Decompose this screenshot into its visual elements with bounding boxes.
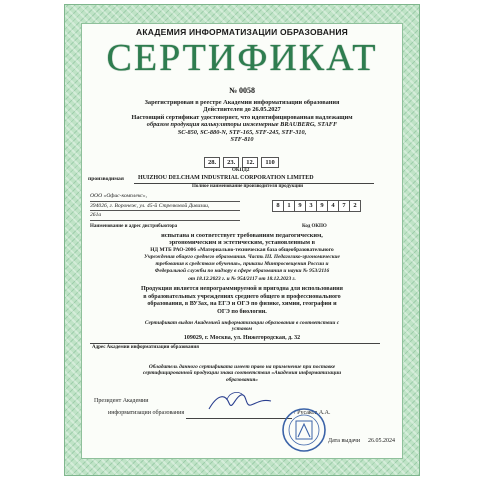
- holder-note-line: Обладатель данного сертификата имеет право на применение при поставке: [148, 364, 336, 370]
- issue-date: 26.05.2024: [368, 438, 395, 444]
- okpd-code-box: 12.: [242, 157, 258, 168]
- okpo-digit: 8: [272, 200, 284, 212]
- academy-address-caption: Адрес Академии информатизации образования: [92, 345, 199, 350]
- signature-icon: [205, 389, 275, 417]
- compliance-line: испытана и соответствует требованиям педагогическим,: [161, 232, 323, 239]
- holder-note: [92, 364, 392, 383]
- registered-text: Зарегистрирован в реестре Академии информатизации образования: [144, 99, 340, 106]
- okpo-label: Код ОКПО: [302, 224, 327, 229]
- statement-line: образом продукция калькуляторы инженерные BRAUBERG, STAFF: [146, 121, 338, 129]
- compliance-line: НД МТБ РАО-2006 «Материально-техническая база общеобразовательного: [150, 246, 334, 253]
- holder-note-line: образования»: [225, 376, 259, 383]
- okpd-code-boxes: [204, 157, 279, 168]
- academy-address: 109029, г. Москва, ул. Нижегородская, д. 32: [183, 335, 301, 341]
- distributor-caption: Наименование и адрес дистрибьютора: [90, 224, 178, 229]
- compliance-line: эргономическим и эстетическим, установленным в: [169, 239, 315, 247]
- statement-line: SC-850, SC-880-N, STF-165, STF-245, STF-310,: [177, 128, 307, 136]
- okpo-digit: 9: [316, 200, 328, 212]
- compliance-line: от 18.12.2023 г. и № 954/2117 от 18.12.2023 г.: [188, 275, 296, 282]
- okpo-digit: 9: [294, 200, 306, 212]
- issued-block: [92, 320, 392, 333]
- okpo-code-boxes: [272, 200, 360, 212]
- compliance-block: [92, 232, 392, 283]
- compliance-line: Учреждения общего среднего образования. Часть III. Педагогико-эргономические: [144, 253, 340, 260]
- president-title-2: информатизации образования: [108, 410, 185, 416]
- issued-line: Сертификат выдан Академией информатизации образования в соответствии с: [144, 320, 340, 326]
- okpd-code-box: 23.: [223, 157, 239, 168]
- certificate-title: СЕРТИФИКАТ: [106, 37, 378, 79]
- usage-line: ОГЭ по биологии.: [217, 308, 267, 315]
- producer-name: HUIZHOU DELCHAM INDUSTRIAL CORPORATION LIMITED: [138, 175, 314, 181]
- okpo-digit: 2: [349, 200, 361, 212]
- statement-line: Настоящий сертификат удостоверяет, что идентифицированная надлежащим: [131, 113, 353, 121]
- compliance-line: Федеральной службы по надзору в сфере образования и науки № 953/2116: [154, 268, 330, 275]
- issue-date-label: Дата выдачи: [328, 438, 361, 444]
- okpo-digit: 1: [283, 200, 295, 212]
- certificate-frame: [64, 4, 420, 476]
- distributor-line: 261а: [90, 211, 240, 221]
- signature-line: [186, 418, 292, 419]
- okpo-digit: 7: [338, 200, 350, 212]
- usage-line: Продукция является непрограммируемой и пригодна для использования: [141, 286, 343, 292]
- registration-block: [92, 99, 392, 143]
- president-name: / Русаков А.А.: [294, 410, 331, 416]
- usage-line: в образовательных учреждениях среднего общего и профессионального: [143, 293, 341, 300]
- statement-line: STF-810: [230, 136, 254, 144]
- usage-block: [92, 286, 392, 316]
- compliance-line: требования к средствам обучения», приказы Минпросвещения России и: [155, 261, 329, 268]
- academy-header: АКАДЕМИЯ ИНФОРМАТИЗАЦИИ ОБРАЗОВАНИЯ: [135, 27, 348, 37]
- academy-address-underline: [90, 343, 380, 344]
- valid-until-text: Действителен до 26.05.2027: [203, 106, 281, 114]
- okpd-label: ОКПД2: [232, 168, 250, 173]
- producer-caption: Полное наименование производителя продукции: [192, 184, 304, 189]
- usage-line: образования, в ВУЗах, на ЕГЭ и ОГЭ по физике, химии, географии и: [147, 301, 337, 308]
- okpd-code-box: 110: [261, 157, 278, 168]
- holder-note-line: сертифицированной продукции знака соответствия «Академия информатизации: [142, 370, 342, 377]
- distributor-address: [90, 192, 240, 221]
- producer-label: производимая: [88, 176, 124, 182]
- issued-line: уставом: [231, 326, 253, 333]
- okpo-digit: 3: [305, 200, 317, 212]
- okpo-digit: 4: [327, 200, 339, 212]
- distributor-line: 394026, г. Воронеж, ул. 45-й Стрелковой Дивизии,: [90, 202, 240, 212]
- president-title: Президент Академии: [94, 398, 149, 404]
- certificate-number: № 0058: [228, 86, 256, 95]
- distributor-line: ООО «Офис-комплекс»,: [90, 192, 240, 202]
- okpd-code-box: 28.: [204, 157, 220, 168]
- seal-icon: [281, 407, 327, 453]
